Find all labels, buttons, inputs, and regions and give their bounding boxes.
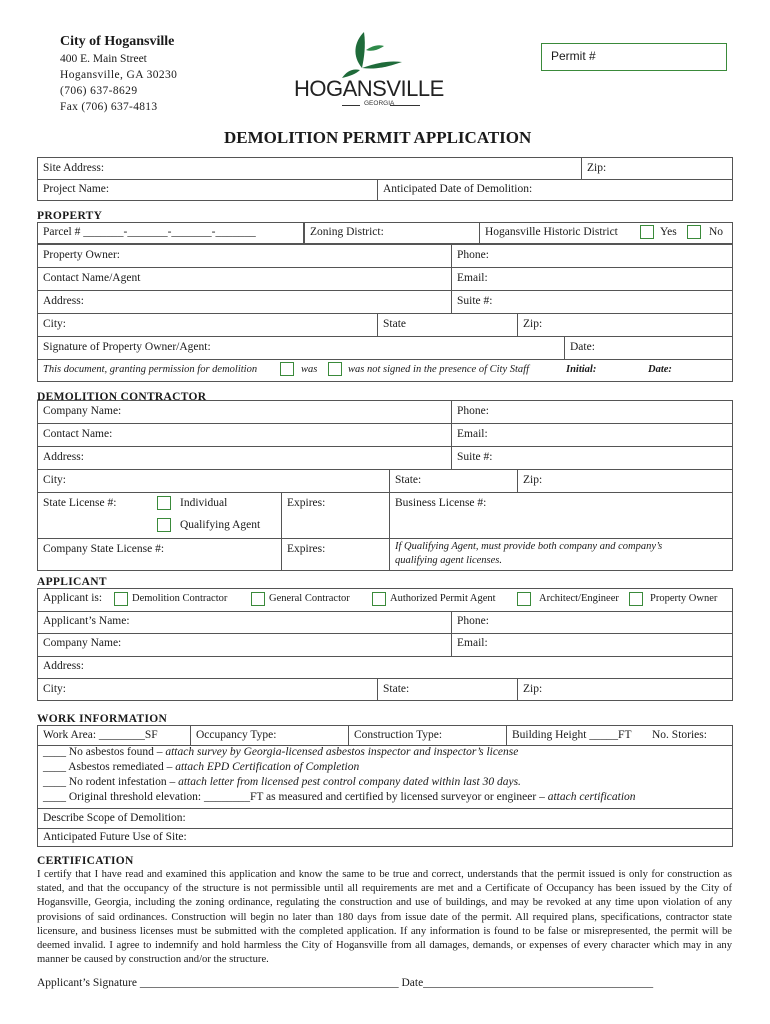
applicant-company-field[interactable]: Company Name: <box>43 637 122 649</box>
hogansville-logo <box>294 28 444 110</box>
qualifying-agent-label: Qualifying Agent <box>180 519 261 531</box>
signed-was-checkbox[interactable] <box>280 362 294 376</box>
work-area-field[interactable]: Work Area: ________SF <box>43 729 158 741</box>
historic-district-label: Hogansville Historic District <box>485 226 618 238</box>
authorized-agent-label: Authorized Permit Agent <box>390 593 496 604</box>
general-contractor-checkbox[interactable] <box>251 592 265 606</box>
property-zip-field[interactable]: Zip: <box>523 318 543 330</box>
property-email-field[interactable]: Email: <box>457 272 488 284</box>
historic-no-label: No <box>709 226 724 238</box>
permit-number-label: Permit # <box>551 49 596 63</box>
applicant-email-field[interactable]: Email: <box>457 637 488 649</box>
scope-of-demolition-field[interactable]: Describe Scope of Demolition: <box>43 812 186 824</box>
asbestos-remediated-item[interactable]: ____ Asbestos remediated – attach EPD Certification of Completion <box>43 761 360 773</box>
contractor-address-field[interactable]: Address: <box>43 451 84 463</box>
property-state-field[interactable]: State <box>383 318 406 330</box>
stories-field[interactable]: No. Stories: <box>652 729 707 741</box>
no-asbestos-item[interactable]: ____ No asbestos found – attach survey by Georgia-licensed asbestos inspector and inspector’s license <box>43 746 519 758</box>
applicant-city-field[interactable]: City: <box>43 683 67 695</box>
property-address-field[interactable]: Address: <box>43 295 84 307</box>
occupancy-type-field[interactable]: Occupancy Type: <box>196 729 277 741</box>
contractor-phone-field[interactable]: Phone: <box>457 405 489 417</box>
applicant-heading: APPLICANT <box>37 576 107 588</box>
property-heading: PROPERTY <box>37 210 103 222</box>
company-license-expires-field[interactable]: Expires: <box>287 543 326 555</box>
owner-signature-date-field[interactable]: Date: <box>570 341 595 353</box>
state-license-field[interactable]: State License #: <box>43 497 117 509</box>
building-height-field[interactable]: Building Height _____FT <box>512 729 632 741</box>
signed-was-not-checkbox[interactable] <box>328 362 342 376</box>
zoning-field[interactable]: Zoning District: <box>310 226 384 238</box>
staff-date-field[interactable]: Date: <box>648 364 672 375</box>
individual-label: Individual <box>180 497 228 509</box>
contractor-zip-field[interactable]: Zip: <box>523 474 543 486</box>
city-address-2: Hogansville, GA 30230 <box>60 69 178 81</box>
contractor-suite-field[interactable]: Suite #: <box>457 451 493 463</box>
applicant-zip-field[interactable]: Zip: <box>523 683 543 695</box>
applicant-signature-line[interactable]: Applicant’s Signature _____________________________________________ Date________________________________________ <box>37 977 654 989</box>
company-state-license-field[interactable]: Company State License #: <box>43 543 165 555</box>
signed-was-not-label: was not signed in the presence of City Staff <box>348 364 530 375</box>
contractor-heading: DEMOLITION CONTRACTOR <box>37 391 207 403</box>
staff-initial-field[interactable]: Initial: <box>566 364 597 375</box>
city-phone: (706) 637-8629 <box>60 85 138 97</box>
no-rodent-item[interactable]: ____ No rodent infestation – attach letter from licensed pest control company dated within last 30 days. <box>43 776 521 788</box>
qualifying-agent-checkbox[interactable] <box>157 518 171 532</box>
parcel-field[interactable]: Parcel # _______-_______-_______-_______ <box>43 226 256 238</box>
applicant-state-field[interactable]: State: <box>383 683 410 695</box>
contractor-contact-field[interactable]: Contact Name: <box>43 428 113 440</box>
form-title: DEMOLITION PERMIT APPLICATION <box>224 128 532 147</box>
business-license-field[interactable]: Business License #: <box>395 497 487 509</box>
construction-type-field[interactable]: Construction Type: <box>354 729 443 741</box>
qualifying-agent-note-1: If Qualifying Agent, must provide both company and company’s <box>395 541 663 552</box>
applicant-is-label: Applicant is: <box>43 592 103 604</box>
qualifying-agent-note-2: qualifying agent licenses. <box>395 555 503 566</box>
individual-checkbox[interactable] <box>157 496 171 510</box>
property-owner-field[interactable]: Property Owner: <box>43 249 120 261</box>
architect-engineer-label: Architect/Engineer <box>539 593 619 604</box>
property-suite-field[interactable]: Suite #: <box>457 295 493 307</box>
work-heading: WORK INFORMATION <box>37 713 168 725</box>
property-phone-field[interactable]: Phone: <box>457 249 489 261</box>
city-address-1: 400 E. Main Street <box>60 53 147 65</box>
historic-yes-checkbox[interactable] <box>640 225 654 239</box>
city-fax: Fax (706) 637-4813 <box>60 101 158 113</box>
certification-heading: CERTIFICATION <box>37 855 134 867</box>
architect-engineer-checkbox[interactable] <box>517 592 531 606</box>
property-contact-field[interactable]: Contact Name/Agent <box>43 272 141 284</box>
authorized-agent-checkbox[interactable] <box>372 592 386 606</box>
threshold-elevation-item[interactable]: ____ Original threshold elevation: ________FT as measured and certified by licensed surveyor or engineer – attach certification <box>43 791 636 803</box>
owner-signature-field[interactable]: Signature of Property Owner/Agent: <box>43 341 211 353</box>
logo-subtext: GEORGIA <box>364 100 395 107</box>
property-owner-label: Property Owner <box>650 593 718 604</box>
site-zip-field[interactable]: Zip: <box>587 162 607 174</box>
anticipated-date-field[interactable]: Anticipated Date of Demolition: <box>383 183 533 195</box>
future-use-field[interactable]: Anticipated Future Use of Site: <box>43 831 187 843</box>
certification-text: I certify that I have read and examined this application and know the same to be true and correct, understands that the permit issued is only for construction as stated, and that the occupancy of the structure is not permissible until all requirements are met and a Certificate of Occupancy has been issued by the City of Hogansville, Georgia, including the zoning ordinance, regulating the construction and use of buildings, and may be revoked at any time upon violation of any provisions of said ordinances. Construction will begin no later than 180 days from issue date of the permit. All required plans, specifications, contractor state licensure, and business licenses must be submitted with the completed application. If any information is found to be false or misrepresented, the permit will be deemed invalid. I agree to indemnify and hold harmless the City of Hogansville from all damages, demands, or expenses of every character which may in any manner be caused by construction and/or the structure. <box>37 869 732 966</box>
applicant-phone-field[interactable]: Phone: <box>457 615 489 627</box>
city-name: City of Hogansville <box>60 34 175 49</box>
contractor-company-field[interactable]: Company Name: <box>43 405 122 417</box>
demolition-contractor-label: Demolition Contractor <box>132 593 228 604</box>
contractor-city-field[interactable]: City: <box>43 474 67 486</box>
site-address-field[interactable]: Site Address: <box>43 162 105 174</box>
demolition-contractor-checkbox[interactable] <box>114 592 128 606</box>
applicant-name-field[interactable]: Applicant’s Name: <box>43 615 130 627</box>
property-owner-checkbox[interactable] <box>629 592 643 606</box>
historic-no-checkbox[interactable] <box>687 225 701 239</box>
property-city-field[interactable]: City: <box>43 318 67 330</box>
signed-was-label: was <box>301 364 318 375</box>
logo-text: HOGANSVILLE <box>294 76 444 101</box>
contractor-email-field[interactable]: Email: <box>457 428 488 440</box>
contractor-state-field[interactable]: State: <box>395 474 422 486</box>
applicant-address-field[interactable]: Address: <box>43 660 84 672</box>
license-expires-field[interactable]: Expires: <box>287 497 326 509</box>
general-contractor-label: General Contractor <box>269 593 350 604</box>
historic-yes-label: Yes <box>660 226 677 238</box>
permission-note: This document, granting permission for demolition <box>43 364 258 375</box>
project-name-field[interactable]: Project Name: <box>43 183 110 195</box>
